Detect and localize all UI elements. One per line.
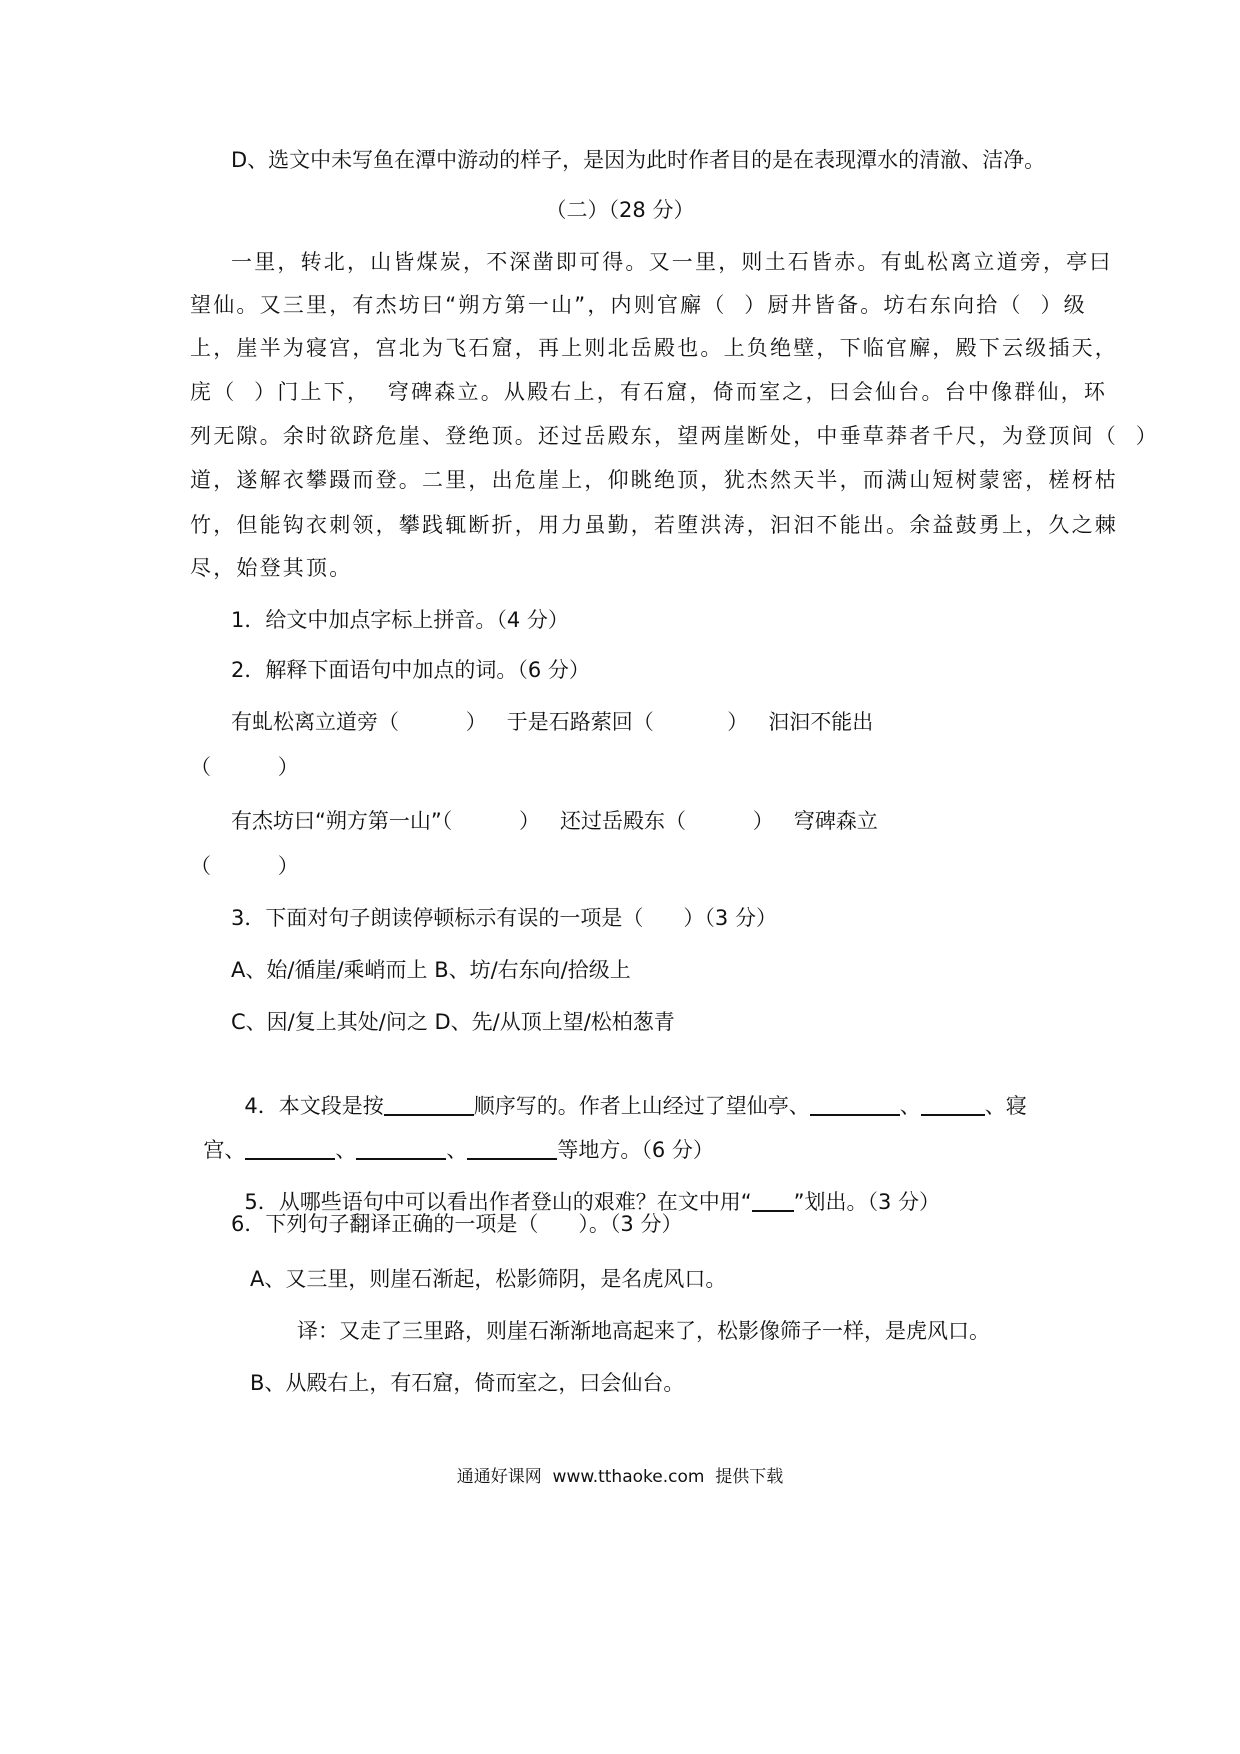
question-3-options-ab: A、始/循崖/乘峭而上 B、坊/右东向/拾级上 xyxy=(231,958,631,982)
question-6-option-a-translation: 译：又走了三里路，则崖石渐渐地高起来了，松影像筛子一样，是虎风口。 xyxy=(297,1319,990,1343)
underline-sample xyxy=(752,1192,794,1212)
passage-line: 望仙。又三里，有杰坊曰“朔方第一山”，内则官廨（ ）厨井皆备。坊右东向拾（ ）级 xyxy=(190,293,1087,317)
passage-line: 一里，转北，山皆煤炭，不深凿即可得。又一里，则土石皆赤。有虬松离立道旁，亭曰 xyxy=(231,250,1113,274)
question-2-row-2: 有杰坊曰“朔方第一山”（ ） 还过岳殿东（ ） 穹碑森立 xyxy=(231,809,878,833)
q5-text: 5．从哪些语句中可以看出作者登山的艰难？在文中用“ xyxy=(244,1190,752,1214)
q4-text: 、 xyxy=(335,1138,357,1162)
passage-line: 庑（ ）门上下， 穹碑森立。从殿右上，有石窟，倚而室之，曰会仙台。台中像群仙，环 xyxy=(190,380,1108,404)
question-2-row-2-continued: （ ） xyxy=(190,854,299,878)
passage-line: 竹，但能钩衣刺领，攀践辄断折，用力虽勤，若堕洪涛，汩汩不能出。余益鼓勇上，久之棘 xyxy=(190,513,1118,537)
passage-line: 尽，始登其顶。 xyxy=(190,556,353,580)
answer-blank xyxy=(921,1096,985,1116)
passage-line: 上，崖半为寝宫，宫北为飞石窟，再上则北岳殿也。上负绝壁，下临官廨，殿下云级插天， xyxy=(190,336,1118,360)
q4-text: 、 xyxy=(446,1138,468,1162)
q4-text: 宫、 xyxy=(203,1138,246,1162)
question-3-options-cd: C、因/复上其处/问之 D、先/从顶上望/松柏葱青 xyxy=(231,1010,675,1034)
answer-blank xyxy=(810,1096,900,1116)
passage-line: 道，遂解衣攀蹑而登。二里，出危崖上，仰眺绝顶，犹杰然天半，而满山短树蒙密，槎枒枯 xyxy=(190,468,1118,492)
question-6-option-a: A、又三里，则崖石渐起，松影筛阴，是名虎风口。 xyxy=(250,1267,727,1291)
q4-text: 4．本文段是按 xyxy=(244,1094,384,1118)
question-2: 2．解释下面语句中加点的词。（6 分） xyxy=(231,658,590,682)
section-heading: （二）（28 分） xyxy=(545,198,695,222)
question-6-option-b: B、从殿右上，有石窟，倚而室之，曰会仙台。 xyxy=(250,1371,685,1395)
q4-text: 、寝 xyxy=(984,1094,1027,1118)
q4-text: 、 xyxy=(899,1094,921,1118)
q4-text: 顺序写的。作者上山经过了望仙亭、 xyxy=(473,1094,810,1118)
d-option-line: D、选文中未写鱼在潭中游动的样子，是因为此时作者目的是在表现潭水的清澈、洁净。 xyxy=(231,148,1046,172)
question-5 xyxy=(231,1157,940,1217)
passage-line: 列无隙。余时欲跻危崖、登绝顶。还过岳殿东，望两崖断处，中垂草莽者千尺，为登顶间（ ） xyxy=(190,424,1159,448)
page-footer: 通通好课网 www.tthaoke.com 提供下载 xyxy=(456,1467,784,1487)
question-2-row-1: 有虬松离立道旁（ ） 于是石路萦回（ ） 汩汩不能出 xyxy=(231,710,874,734)
question-4-line-2 xyxy=(190,1105,714,1165)
question-3: 3．下面对句子朗读停顿标示有误的一项是（ ）（3 分） xyxy=(231,906,777,930)
q5-text: ”划出。（3 分） xyxy=(793,1190,941,1214)
question-2-row-1-continued: （ ） xyxy=(190,755,299,779)
q4-text: 等地方。（6 分） xyxy=(557,1138,714,1162)
question-6: 6．下列句子翻译正确的一项是（ ）。（3 分） xyxy=(231,1212,683,1236)
question-1: 1．给文中加点字标上拼音。（4 分） xyxy=(231,608,569,632)
